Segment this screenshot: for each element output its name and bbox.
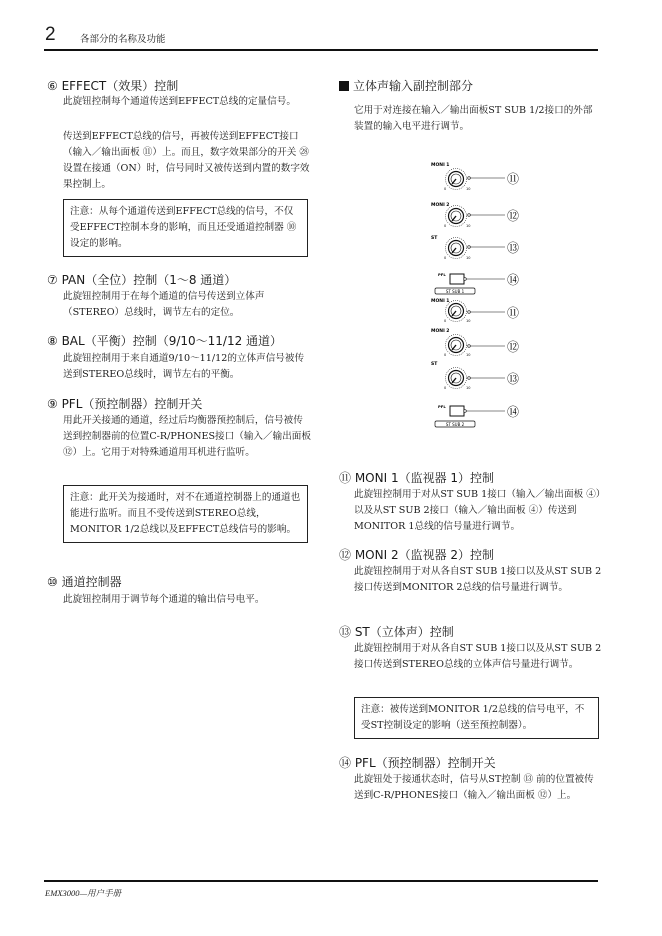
- scale-min-label: 0: [444, 319, 447, 323]
- moni1-label-1: MONI 1: [431, 163, 450, 168]
- moni2-paragraph: 此旋钮控制用于对从各自ST SUB 1接口以及从ST SUB 2接口传送到MONITOR 2总线的信号量进行调节。: [354, 566, 602, 593]
- st-sub2-label: ST SUB 2: [445, 421, 465, 427]
- pfl-paragraph: 用此开关接通的通道，经过后均衡器预控制后，信号被传送到控制器前的位置C-R/PHONES接口（输入／输出面板 ⑫）上。它用于对特殊通道用耳机进行监听。: [63, 415, 311, 458]
- scale-max-label: 10: [466, 224, 471, 228]
- pfl-switch-2: [450, 406, 464, 416]
- scale-min-label: 0: [444, 353, 447, 357]
- scale-min-label: 0: [444, 256, 447, 260]
- moni1-knob-1: [446, 169, 467, 190]
- scale-min-label: 0: [444, 224, 447, 228]
- bal-heading: ⑧ BAL（平衡）控制（9/10～11/12 通道）: [47, 334, 283, 348]
- st-heading: ⑬ ST（立体声）控制: [339, 625, 454, 639]
- moni1-paragraph: 此旋钮控制用于对从ST SUB 1接口（输入／输出面板 ④）以及从ST SUB 2接口（输入／输出面板 ④）传送到MONITOR 1总线的信号量进行调节。: [354, 489, 601, 532]
- pfl-switch-heading: ⑭ PFL（预控制器）控制开关: [339, 756, 496, 770]
- scale-max-label: 10: [466, 319, 471, 323]
- header-rule: [44, 49, 598, 51]
- callout-13: ⑬: [506, 241, 520, 255]
- bal-paragraph: 此旋钮控制用于来自通道9/10～11/12的立体声信号被传送到STEREO总线时，调节左右的平衡。: [63, 353, 305, 380]
- moni1-heading: ⑪ MONI 1（监视器 1）控制: [339, 471, 495, 485]
- callout-14: ⑭: [506, 405, 520, 419]
- callout-11: ⑪: [506, 172, 520, 186]
- callout-12: ⑫: [506, 209, 520, 223]
- pfl-switch-1: [450, 274, 464, 284]
- page-number: 2: [45, 24, 56, 45]
- footer-text: EMX3000—用户手册: [45, 888, 122, 898]
- st-sub1-label: ST SUB 1: [445, 288, 465, 294]
- section-title: [339, 78, 602, 94]
- st-note: 注意：被传送到MONITOR 1/2总线的信号电平，不受ST控制设定的影响（送至预控制器）。: [354, 697, 599, 739]
- moni2-knob-1: [446, 206, 467, 227]
- st-label-2: ST: [431, 362, 438, 367]
- moni2-heading: ⑫ MONI 2（监视器 2）控制: [339, 548, 495, 562]
- scale-max-label: 10: [466, 187, 471, 191]
- pfl-heading: ⑨ PFL（预控制器）控制开关: [47, 397, 203, 411]
- moni2-knob-2: [446, 335, 467, 356]
- section-marker: [339, 81, 349, 91]
- st-paragraph: 此旋钮控制用于对从各自ST SUB 1接口以及从ST SUB 2接口传送到STEREO总线的立体声信号量进行调节。: [354, 643, 602, 670]
- moni1-label-2: MONI 1: [431, 299, 450, 304]
- pan-paragraph: 此旋钮控制用于在每个通道的信号传送到立体声（STEREO）总线时，调节左右的定位。: [63, 291, 265, 318]
- pan-heading: ⑦ PAN（全位）控制（1～8 通道）: [47, 273, 237, 287]
- stereo-sub-panel-diagram: [425, 155, 545, 437]
- scale-max-label: 10: [466, 386, 471, 390]
- scale-min-label: 0: [444, 187, 447, 191]
- scale-min-label: 0: [444, 386, 447, 390]
- pfl-note: 注意：此开关为接通时，对不在通道控制器上的通道也能进行监听。而且不受传送到STEREO总线，MONITOR 1/2总线以及EFFECT总线信号的影响。: [63, 485, 308, 543]
- callout-14: ⑭: [506, 273, 520, 287]
- scale-max-label: 10: [466, 353, 471, 357]
- scale-max-label: 10: [466, 256, 471, 260]
- effect-heading: ⑥ EFFECT（效果）控制: [47, 79, 179, 93]
- pfl-label-1: PFL: [438, 272, 446, 277]
- section-intro: 它用于对连接在输入／输出面板ST SUB 1/2接口的外部装置的输入电平进行调节。: [354, 105, 593, 132]
- moni2-label-1: MONI 2: [431, 203, 450, 208]
- footer-rule: [44, 880, 598, 882]
- section-title-text: 立体声输入副控制部分: [353, 79, 474, 93]
- effect-paragraph-2: 传送到EFFECT总线的信号，再被传送到EFFECT接口（输入／输出面板 ⑪）上。而且，数字效果部分的开关 ㉘ 设置在接通（ON）时，信号同时又被传送到内置的数字效果控制上。: [63, 131, 310, 190]
- channel-fader-paragraph: 此旋钮控制用于调节每个通道的输出信号电平。: [63, 594, 265, 605]
- channel-fader-heading: ⑩ 通道控制器: [47, 575, 122, 589]
- effect-paragraph-1: 此旋钮控制每个通道传送到EFFECT总线的定量信号。: [63, 96, 296, 107]
- callout-12: ⑫: [506, 340, 520, 354]
- callout-11: ⑪: [506, 306, 520, 320]
- page-header-title: 各部分的名称及功能: [80, 34, 166, 45]
- moni2-label-2: MONI 2: [431, 329, 450, 334]
- pfl-switch-paragraph: 此旋钮处于接通状态时，信号从ST控制 ⑬ 前的位置被传送到C-R/PHONES接口（输入／输出面板 ⑫）上。: [354, 774, 594, 801]
- effect-note: 注意：从每个通道传送到EFFECT总线的信号，不仅受EFFECT控制本身的影响，而且还受通道控制器 ⑩ 设定的影响。: [63, 199, 308, 257]
- st-knob-2: [446, 368, 467, 389]
- st-knob-1: [446, 238, 467, 259]
- st-label-1: ST: [431, 236, 438, 241]
- pfl-label-2: PFL: [438, 404, 446, 409]
- callout-13: ⑬: [506, 372, 520, 386]
